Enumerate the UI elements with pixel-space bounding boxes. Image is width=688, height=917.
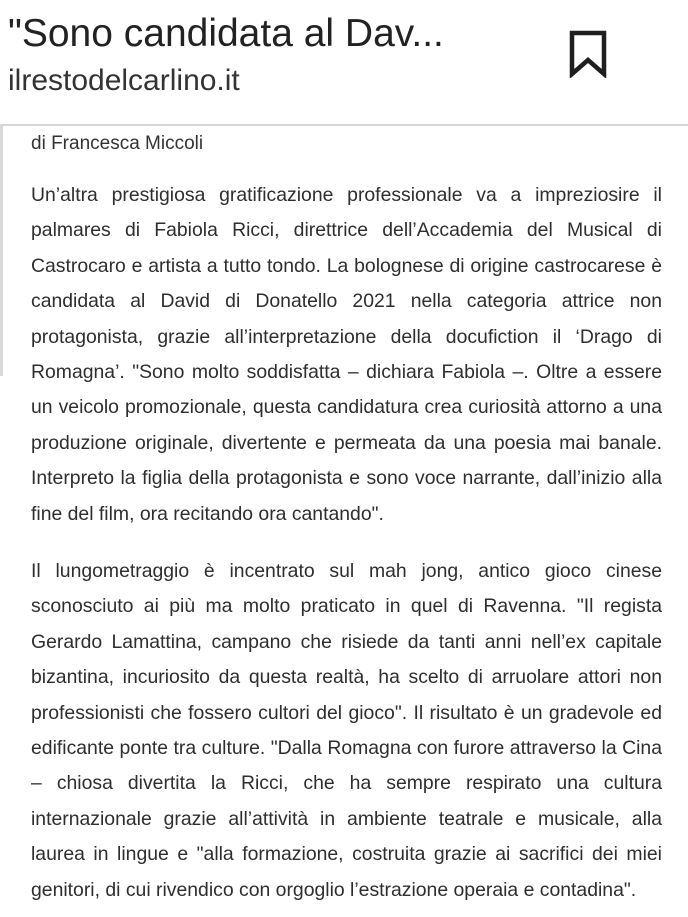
reader-header [0, 0, 688, 126]
bookmark-button[interactable] [560, 24, 616, 84]
article-paragraph-2: Il lungometraggio è incentrato sul mah jong, antico gioco cinese sconosciuto ai più ma molto praticato in quel di Ravenna. "Il regista Gerardo Lamattina, campano che risiede da tanti anni nell’ex capitale bizantina, incuriosito da questa realtà, ha scelto di arruolare attori non professionisti che fossero cultori del gioco". Il risultato è un gradevole ed edificante ponte tra culture. "Dalla Romagna con furore attraverso la Cina – chiosa divertita la Ricci, che ha sempre respirato una cultura internazionale grazie all’attività in ambiente teatrale e musicale, alla laurea in lingue e "alla formazione, costruita grazie ai sacrifici dei miei genitori, di cui rivendico con orgoglio l’estrazione operaia e contadina". [31, 560, 662, 901]
bookmark-icon [568, 30, 608, 78]
article-author: di Francesca Miccoli [31, 133, 204, 154]
article-body [0, 126, 688, 917]
left-divider [0, 126, 3, 376]
page-title[interactable]: "Sono candidata al Dav... [8, 12, 444, 55]
site-domain[interactable]: ilrestodelcarlino.it [8, 64, 240, 97]
article-paragraph-1: Un’altra prestigiosa gratificazione professionale va a impreziosire il palmares di Fabiola Ricci, direttrice dell’Accademia del Musical di Castrocaro e artista a tutto tondo. La bolognese di origine castrocarese è candidata al David di Donatello 2021 nella categoria attrice non protagonista, grazie all’interpretazione della docufiction il ‘Drago di Romagna’. "Sono molto soddisfatta – dichiara Fabiola –. Oltre a essere un veicolo promozionale, questa candidatura crea curiosità attorno a una produzione originale, divertente e permeata da una poesia mai banale. Interpreto la figlia della protagonista e sono voce narrante, dall’inizio alla fine del film, ora recitando ora cantando". [31, 184, 662, 525]
